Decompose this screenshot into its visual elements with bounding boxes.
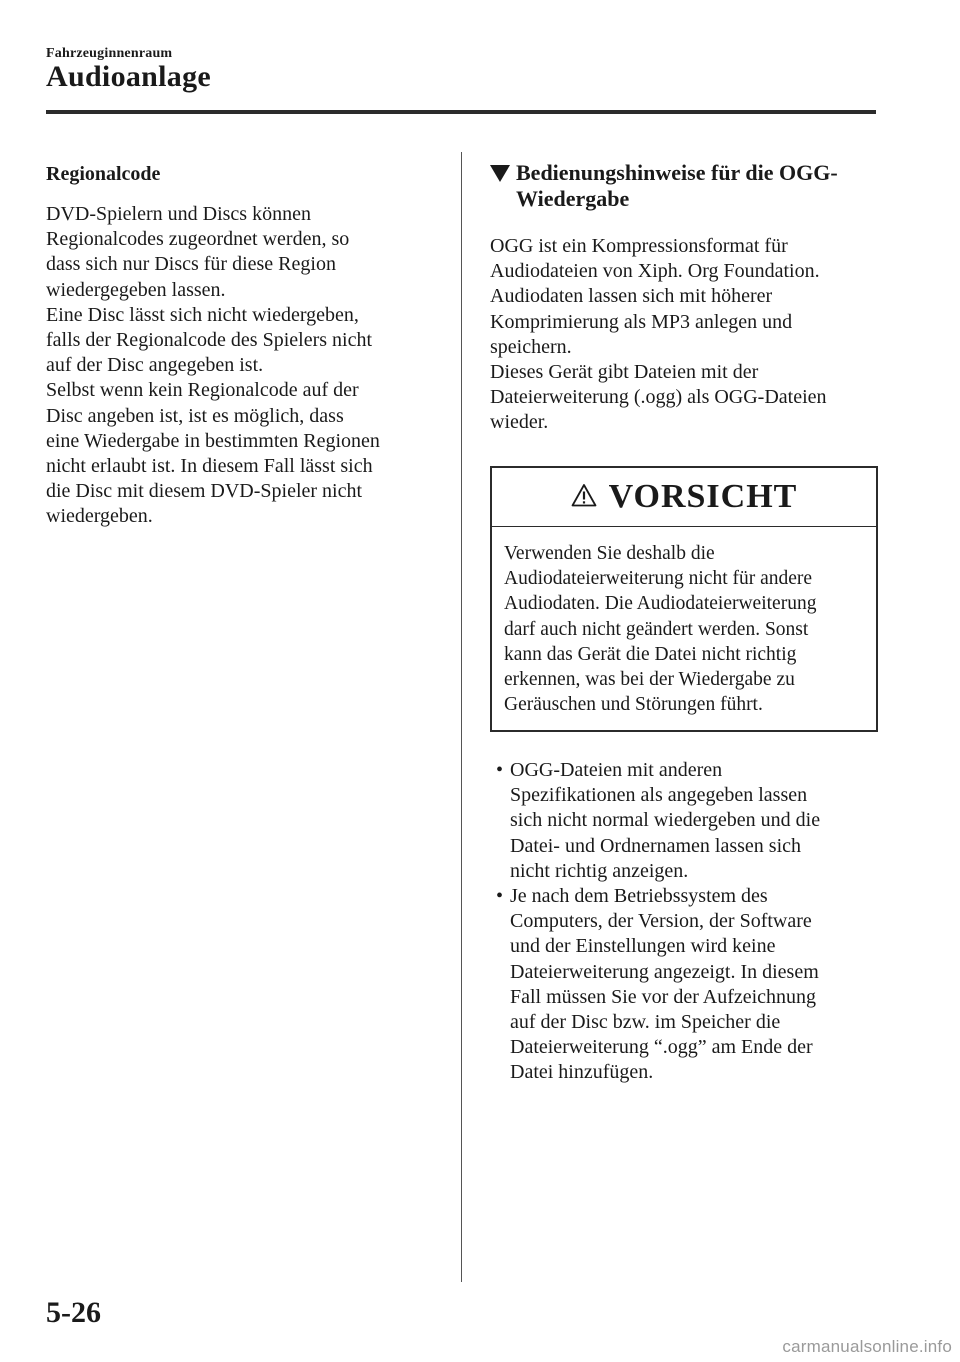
text-line: Komprimierung als MP3 anlegen und bbox=[490, 310, 793, 333]
text-line: OGG-Dateien mit anderen bbox=[510, 759, 723, 781]
text-line: Computers, der Version, der Software bbox=[510, 910, 812, 933]
section-label: Fahrzeuginnenraum bbox=[46, 46, 173, 61]
text-line: Dateierweiterung (.ogg) als OGG-Dateien bbox=[490, 386, 827, 409]
ogg-text bbox=[490, 234, 878, 436]
regionalcode-heading: Regionalcode bbox=[46, 163, 161, 185]
text-line: Eine Disc lässt sich nicht wiedergeben, bbox=[46, 303, 359, 326]
list-item bbox=[496, 758, 876, 884]
caution-title: VORSICHT bbox=[608, 478, 798, 515]
text-line: Dateierweiterung “.ogg” am Ende der bbox=[510, 1036, 813, 1059]
page-number: 5-26 bbox=[46, 1296, 101, 1329]
bullet-dot: • bbox=[496, 759, 504, 781]
text-line: nicht erlaubt ist. In diesem Fall lässt sich bbox=[46, 455, 373, 478]
text-line: darf auch nicht geändert werden. Sonst bbox=[504, 618, 809, 640]
text-line: auf der Disc bzw. im Speicher die bbox=[510, 1011, 781, 1034]
text-line: kann das Gerät die Datei nicht richtig bbox=[504, 643, 797, 665]
text-line: wiedergegeben lassen. bbox=[46, 278, 226, 301]
bullet-dot: • bbox=[496, 885, 504, 908]
left-column bbox=[46, 160, 446, 530]
text-line: und der Einstellungen wird keine bbox=[510, 935, 776, 958]
text-line: Selbst wenn kein Regionalcode auf der bbox=[46, 379, 359, 402]
text-line: Datei- und Ordnernamen lassen sich bbox=[510, 834, 802, 857]
caution-header bbox=[492, 468, 876, 527]
ogg-heading-line: Bedienungshinweise für die OGG- bbox=[516, 160, 838, 185]
triangle-down-icon bbox=[490, 165, 510, 182]
caution-box bbox=[490, 466, 878, 732]
text-line: erkennen, was bei der Wiedergabe zu bbox=[504, 669, 795, 691]
text-line: Spezifikationen als angegeben lassen bbox=[510, 784, 808, 807]
warning-triangle-icon bbox=[571, 483, 597, 512]
text-line: Je nach dem Betriebssystem des bbox=[510, 885, 768, 908]
text-line: Regionalcodes zugeordnet werden, so bbox=[46, 228, 350, 251]
text-line: falls der Regionalcode des Spielers nicht bbox=[46, 329, 373, 352]
chapter-title: Audioanlage bbox=[46, 60, 212, 93]
text-line: auf der Disc angegeben ist. bbox=[46, 354, 264, 377]
text-line: Audiodaten lassen sich mit höherer bbox=[490, 285, 773, 308]
notes-list bbox=[496, 758, 876, 1086]
column-divider bbox=[461, 152, 462, 1282]
text-line: Datei hinzufügen. bbox=[510, 1061, 654, 1084]
text-line: OGG ist ein Kompressionsformat für bbox=[490, 235, 788, 257]
text-line: Geräuschen und Störungen führt. bbox=[504, 694, 763, 716]
text-line: Fall müssen Sie vor der Aufzeichnung bbox=[510, 985, 817, 1008]
text-line: wiedergeben. bbox=[46, 505, 153, 528]
text-line: nicht richtig anzeigen. bbox=[510, 859, 689, 882]
text-line: eine Wiedergabe in bestimmten Regionen bbox=[46, 429, 380, 452]
ogg-heading bbox=[490, 160, 878, 212]
text-line: sich nicht normal wiedergeben und die bbox=[510, 809, 821, 832]
text-line: Dateierweiterung angezeigt. In diesem bbox=[510, 960, 819, 983]
text-line: speichern. bbox=[490, 335, 572, 358]
text-line: Dieses Gerät gibt Dateien mit der bbox=[490, 361, 759, 384]
text-line: Verwenden Sie deshalb die bbox=[504, 543, 715, 564]
regionalcode-text bbox=[46, 202, 446, 530]
text-line: Audiodateien von Xiph. Org Foundation. bbox=[490, 260, 820, 283]
ogg-heading-line: Wiedergabe bbox=[516, 186, 630, 211]
watermark: carmanualsonline.info bbox=[782, 1337, 952, 1356]
text-line: die Disc mit diesem DVD-Spieler nicht bbox=[46, 480, 363, 503]
text-line: Disc angeben ist, ist es möglich, dass bbox=[46, 404, 344, 427]
text-line: DVD-Spielern und Discs können bbox=[46, 203, 311, 225]
text-line: wieder. bbox=[490, 411, 549, 434]
text-line: Audiodateierweiterung nicht für andere bbox=[504, 568, 813, 590]
right-column bbox=[490, 160, 878, 436]
list-item bbox=[496, 884, 876, 1086]
caution-text bbox=[492, 527, 876, 717]
header-rule bbox=[46, 110, 876, 114]
text-line: dass sich nur Discs für diese Region bbox=[46, 253, 336, 276]
text-line: Audiodaten. Die Audiodateierweiterung bbox=[504, 593, 817, 615]
